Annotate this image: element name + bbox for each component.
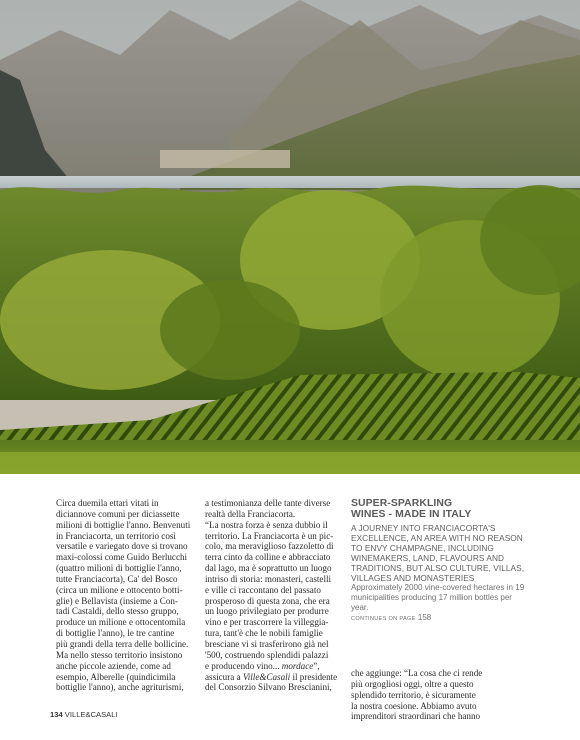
text-line: in Franciacorta, un territorio così [56,530,176,541]
continues-link[interactable] [351,613,531,624]
text-line: tutte Franciacorta), Ca' del Bosco [56,573,178,584]
text-line: tadi Castaldi, dello stesso gruppo, [56,606,179,617]
text-line: e ville ci raccontano del passato [205,584,321,595]
italic-word: mordace [281,660,314,671]
text-line: colo, ma meraviglioso fazzoletto di [205,541,334,552]
text-line: Ma nello stesso territorio insistono [56,649,183,660]
text-fragment: il presidente [290,671,338,682]
text-line: Circa duemila ettari vitati in [56,498,159,508]
text-fragment: e producendo vino... [205,660,282,671]
article-column-1 [56,498,196,693]
text-line: prosperoso di questa zona, che era [205,595,330,606]
text-line: terra cinto da colline e abbracciato [205,552,331,563]
text-line: la nostra coesione. Abbiamo avuto [351,700,477,711]
page-number: 134 [50,710,63,719]
text-line: EXCELLENCE, AN AREA WITH NO REASON [351,532,523,543]
text-line: più orgogliosi oggi, oltre a questo [351,678,474,689]
text-line [205,661,341,672]
summary-title: WINES - MADE IN ITALY [351,509,472,521]
summary-text: municipalities producing 17 million bottles per year. [351,593,512,613]
summary-subtitle [351,523,531,584]
page-footer [50,710,118,719]
text-line: bresciane vi si trasferirono già nel [205,638,329,649]
text-fragment: ”, [313,660,320,671]
text-line: esempio, Alberelle (quindicimila [56,671,176,682]
text-line: di bottiglie l'anno), le tre cantine [56,628,175,639]
magazine-title: VILLE&CASALI [64,710,118,719]
text-line [205,672,341,683]
text-line: VILLAGES AND MONASTERIES [351,573,475,584]
magazine-name: Ville&Casali [242,671,291,682]
text-line: TRADITIONS, BUT ALSO CULTURE, VILLAS, [351,563,525,574]
text-line: del Consorzio Silvano Brescianini, [205,682,332,693]
text-line: un luogo privilegiato per produrre [205,606,329,617]
text-line: A JOURNEY INTO FRANCIACORTA'S [351,522,496,533]
text-line: diciannove comuni per diciassette [56,508,180,519]
text-line: WINEMAKERS, LAND, FLAVOURS AND [351,553,505,564]
text-line: a testimonianza delle tante diverse [205,498,331,508]
summary-text: Approximately 2000 vine-covered hectares in 19 [351,583,525,593]
text-line: milioni di bottiglie l'anno. Benvenuti [56,519,191,530]
text-line: TO ENVY CHAMPAGNE, INCLUDING [351,543,494,553]
text-line: territorio. La Franciacorta è un pic- [205,530,334,541]
text-line: bottiglie l'anno), anche agriturismi, [56,682,184,693]
text-line: maxi-colossi come Guido Berlucchi [56,552,188,563]
text-fragment: assicura a [205,671,243,682]
text-line: glie) e Bellavista (insieme a Con- [56,595,178,606]
text-line: anche piccole aziende, come ad [56,660,171,671]
text-line: (quattro milioni di bottiglie l'anno, [56,563,182,574]
text-line: che aggiunge: “La cosa che ci rende [351,668,483,678]
text-line: intriso di storia: monasteri, castelli [205,573,332,584]
text-line: imprenditori straordinari che hanno [351,711,481,722]
text-line: dal lago, ma è soprattutto un luogo [205,563,332,574]
article-column-2 [205,498,341,693]
text-line: più grandi della terra delle bollicine. [56,638,189,649]
text-line: tura, tant'è che le nobili famiglie [205,628,323,639]
text-line: '500, costruendo splendidi palazzi [205,649,329,660]
text-line: splendido territorio, è sicuramente [351,689,476,700]
text-line: “La nostra forza è senza dubbio il [205,519,328,530]
english-summary-box [351,498,531,624]
article-column-3 [351,668,501,722]
text-line: realtà della Franciacorta. [205,508,296,519]
text-line: vino e per trascorrere la villeggia- [205,617,329,628]
summary-title: SUPER-SPARKLING [351,498,453,509]
text-line: (circa un milione e ottocento botti- [56,584,183,595]
continues-page: 158 [417,613,432,623]
text-line: produce un milione e ottocentomila [56,617,186,628]
continues-label: CONTINUES ON PAGE [351,616,416,623]
text-line: versatile e variegato dove si trovano [56,541,188,552]
